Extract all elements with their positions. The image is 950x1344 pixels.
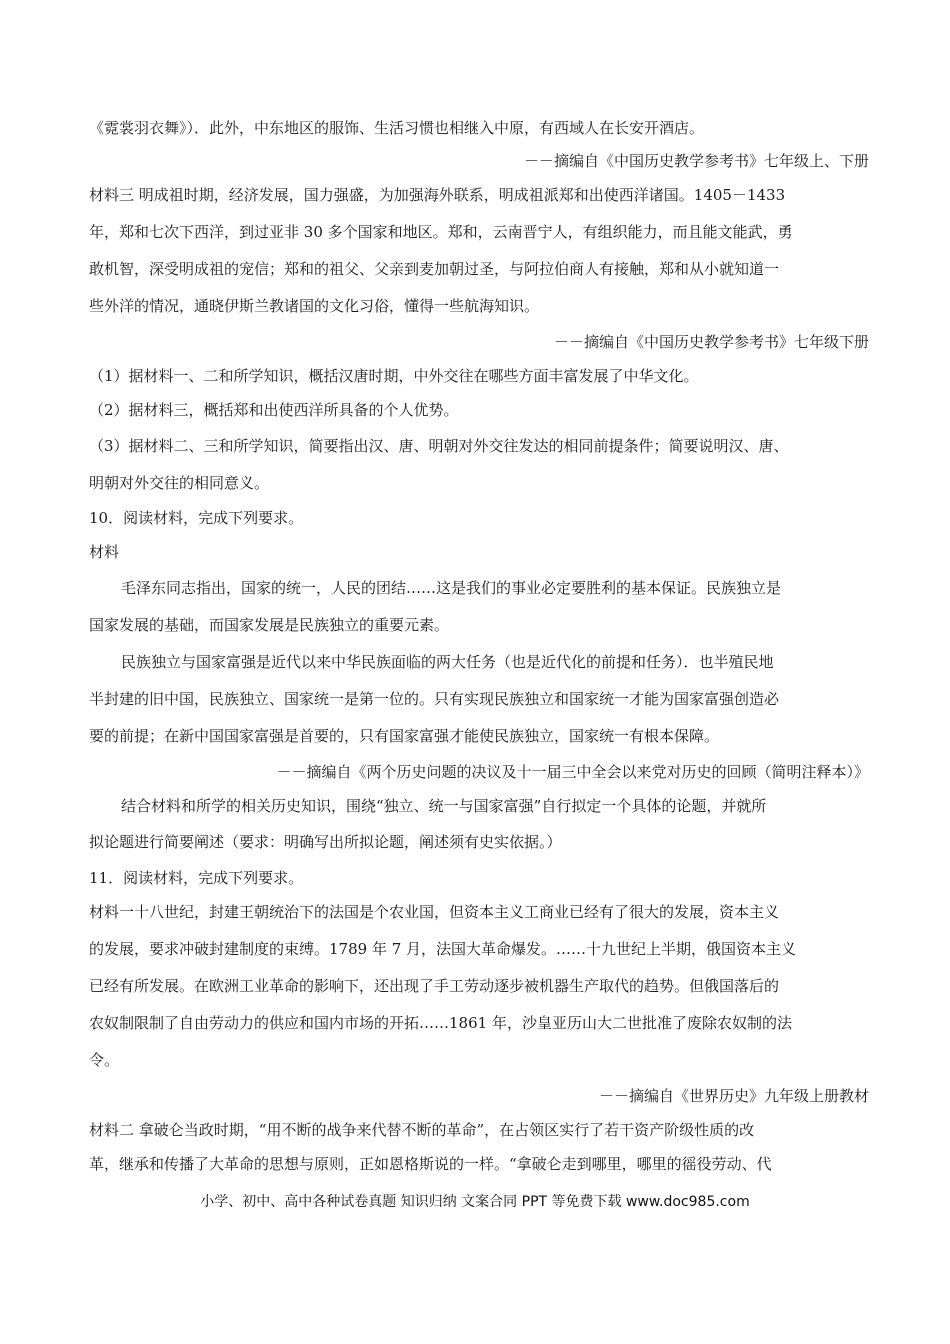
source-citation: －－摘编自《世界历史》九年级上册教材 xyxy=(598,1087,869,1105)
text-line: 《霓裳羽衣舞》）．此外，中东地区的服饰、生活习惯也相继入中原，有西域人在长安开酒店。 xyxy=(89,119,705,137)
question-item: （3）据材料二、三和所学知识，简要指出汉、唐、明朝对外交往发达的相同前提条件；简要说明汉、唐、 xyxy=(89,437,789,455)
text-line: 拟论题进行简要阐述（要求：明确写出所拟论题，阐述须有史实依据。） xyxy=(89,833,562,851)
text-line: 材料二 拿破仑当政时期，“用不断的战争来代替不断的革命”，在占领区实行了若干资产阶级性质的改 xyxy=(89,1121,755,1139)
text-line: 结合材料和所学的相关历史知识，围绕“独立、统一与国家富强”自行拟定一个具体的论题，并就所 xyxy=(121,797,767,815)
text-line: 国家发展的基础，而国家发展是民族独立的重要元素。 xyxy=(89,616,450,634)
question-heading: 10．阅读材料，完成下列要求。 xyxy=(89,509,304,527)
text-line: 半封建的旧中国，民族独立、国家统一是第一位的。只有实现民族独立和国家统一才能为国家富强创造必 xyxy=(89,690,780,708)
text-line: 明朝对外交往的相同意义。 xyxy=(89,474,270,492)
question-item: （1）据材料一、二和所学知识，概括汉唐时期，中外交往在哪些方面丰富发展了中华文化。 xyxy=(89,367,699,385)
text-line: 的发展，要求冲破封建制度的束缚。1789 年 7 月，法国大革命爆发。……十九世纪上半期，俄国资本主义 xyxy=(89,940,797,958)
text-line: 材料一十八世纪，封建王朝统治下的法国是个农业国，但资本主义工商业已经有了很大的发展，资本主义 xyxy=(89,903,780,921)
text-line: 年，郑和七次下西洋，到过亚非 30 多个国家和地区。郑和，云南晋宁人，有组织能力，而且能文能武，勇 xyxy=(89,223,793,241)
source-citation: －－摘编自《中国历史教学参考书》七年级下册 xyxy=(553,333,869,351)
question-heading: 11．阅读材料，完成下列要求。 xyxy=(89,869,304,887)
text-line: 民族独立与国家富强是近代以来中华民族面临的两大任务（也是近代化的前提和任务）．也半殖民地 xyxy=(121,653,774,671)
text-line: 已经有所发展。在欧洲工业革命的影响下，还出现了手工劳动逐步被机器生产取代的趋势。但俄国落后的 xyxy=(89,977,780,995)
text-line: 些外洋的情况，通晓伊斯兰教诸国的文化习俗，懂得一些航海知识。 xyxy=(89,297,540,315)
text-line: 要的前提；在新中国国家富强是首要的，只有国家富强才能使民族独立，国家统一有根本保障。 xyxy=(89,727,720,745)
text-line: 农奴制限制了自由劳动力的供应和国内市场的开拓……1861 年，沙皇亚历山大二世批准了废除农奴制的法 xyxy=(89,1014,792,1032)
text-line: 材料三 明成祖时期，经济发展，国力强盛，为加强海外联系，明成祖派郑和出使西洋诸国。1405－1433 xyxy=(89,186,786,204)
text-line: 令。 xyxy=(89,1051,120,1069)
question-item: （2）据材料三，概括郑和出使西洋所具备的个人优势。 xyxy=(89,401,459,419)
source-citation: －－摘编自《中国历史教学参考书》七年级上、下册 xyxy=(523,152,869,170)
page-footer: 小学、初中、高中各种试卷真题 知识归纳 文案合同 PPT 等免费下载 www.doc985.com xyxy=(200,1194,750,1210)
source-citation: －－摘编自《两个历史问题的决议及十一届三中全会以来党对历史的回顾（简明注释本）》 xyxy=(276,763,869,781)
material-label: 材料 xyxy=(89,543,120,561)
text-line: 革，继承和传播了大革命的思想与原则，正如恩格斯说的一样。“拿破仑走到哪里，哪里的徭役劳动、代 xyxy=(89,1155,772,1173)
text-line: 毛泽东同志指出，国家的统一，人民的团结……这是我们的事业必定要胜利的基本保证。民族独立是 xyxy=(121,579,782,597)
text-line: 敢机智，深受明成祖的宠信；郑和的祖父、父亲到麦加朝过圣，与阿拉伯商人有接触，郑和从小就知道一 xyxy=(89,260,780,278)
